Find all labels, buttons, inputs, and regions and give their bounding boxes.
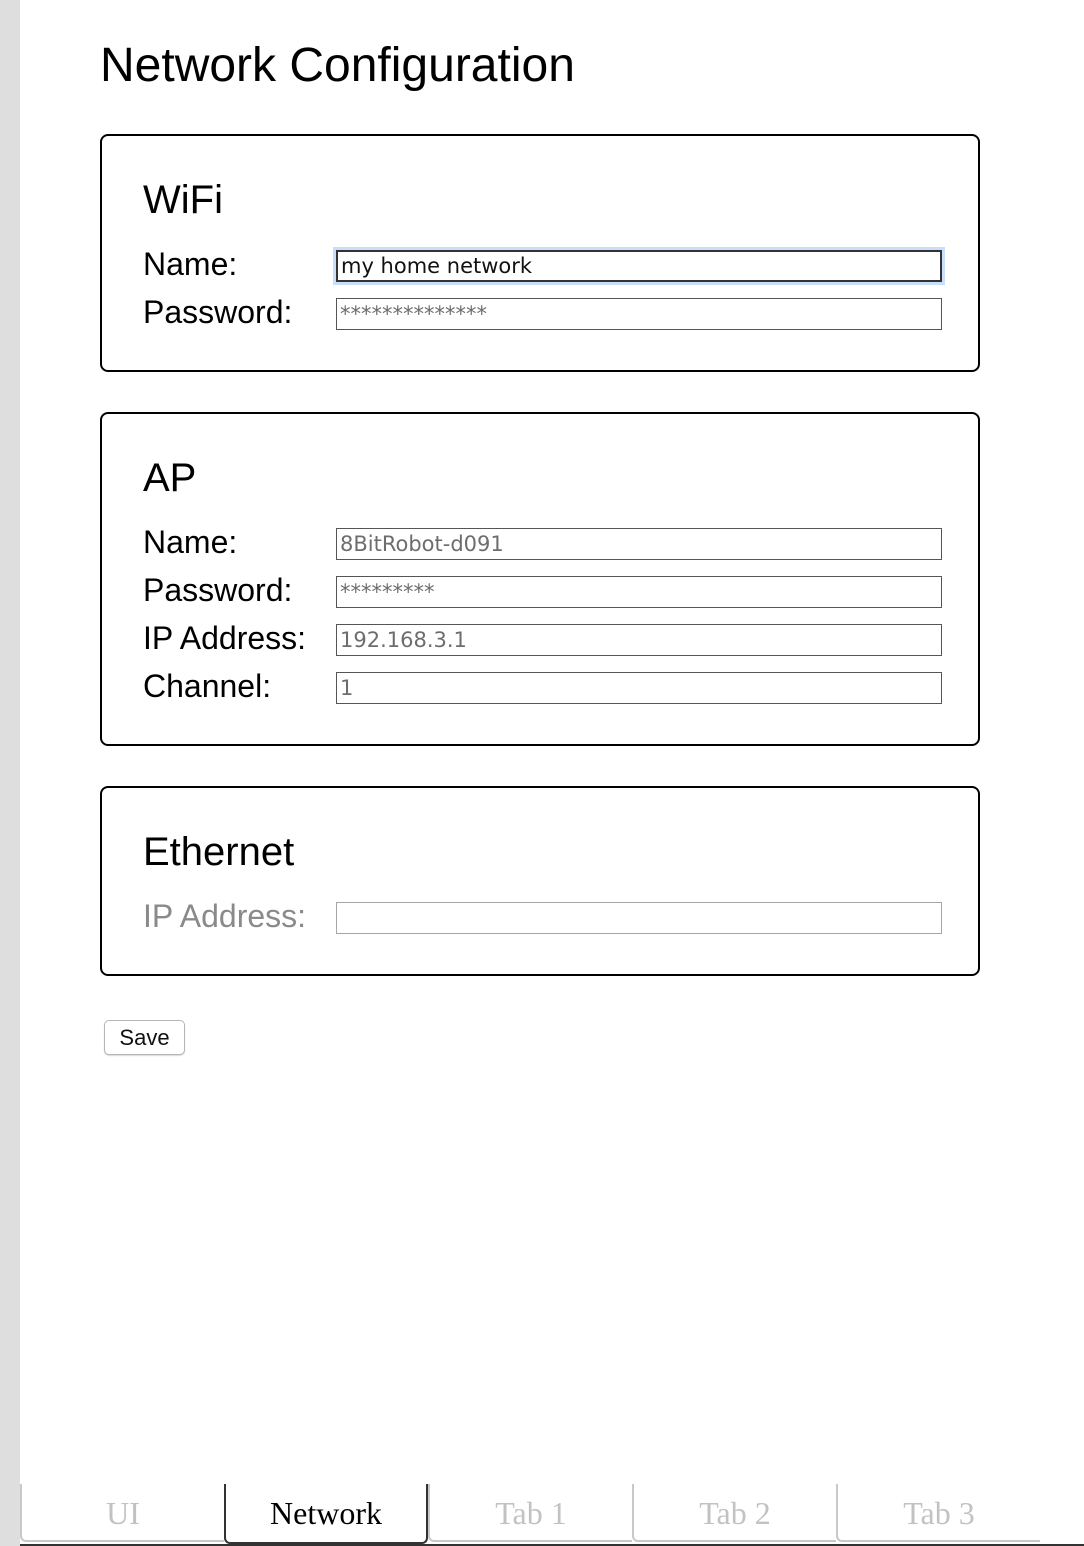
wifi-password-input[interactable]: ************** bbox=[336, 298, 942, 330]
wifi-name-label: Name: bbox=[143, 246, 238, 282]
wifi-name-input[interactable]: my home network bbox=[336, 250, 942, 282]
wifi-section-title: WiFi bbox=[143, 178, 223, 222]
tab-2[interactable]: Tab 2 bbox=[632, 1484, 836, 1542]
tab-3[interactable]: Tab 3 bbox=[836, 1484, 1040, 1542]
ap-section bbox=[100, 412, 980, 746]
ap-name-input[interactable]: 8BitRobot-d091 bbox=[336, 528, 942, 560]
tab-network[interactable]: Network bbox=[224, 1484, 428, 1544]
tab-1[interactable]: Tab 1 bbox=[428, 1484, 632, 1542]
ethernet-section-title: Ethernet bbox=[143, 830, 295, 874]
ap-name-label: Name: bbox=[143, 524, 238, 560]
ap-channel-label: Channel: bbox=[143, 668, 272, 704]
wifi-section bbox=[100, 134, 980, 372]
wifi-password-label: Password: bbox=[143, 294, 293, 330]
ap-section-title: AP bbox=[143, 456, 197, 500]
ap-password-label: Password: bbox=[143, 572, 293, 608]
ap-ip-address-input[interactable]: 192.168.3.1 bbox=[336, 624, 942, 656]
ethernet-section bbox=[100, 786, 980, 976]
left-window-edge bbox=[0, 0, 20, 1546]
ap-ip-address-label: IP Address: bbox=[143, 620, 307, 656]
ethernet-ip-address-input[interactable] bbox=[336, 902, 942, 934]
ap-password-input[interactable]: ********* bbox=[336, 576, 942, 608]
ap-channel-input[interactable]: 1 bbox=[336, 672, 942, 704]
bottom-tab-bar bbox=[20, 1484, 1084, 1546]
ethernet-ip-address-label: IP Address: bbox=[143, 898, 307, 934]
page-title: Network Configuration bbox=[100, 39, 575, 92]
tab-ui[interactable]: UI bbox=[20, 1484, 224, 1542]
save-button[interactable]: Save bbox=[104, 1020, 185, 1055]
